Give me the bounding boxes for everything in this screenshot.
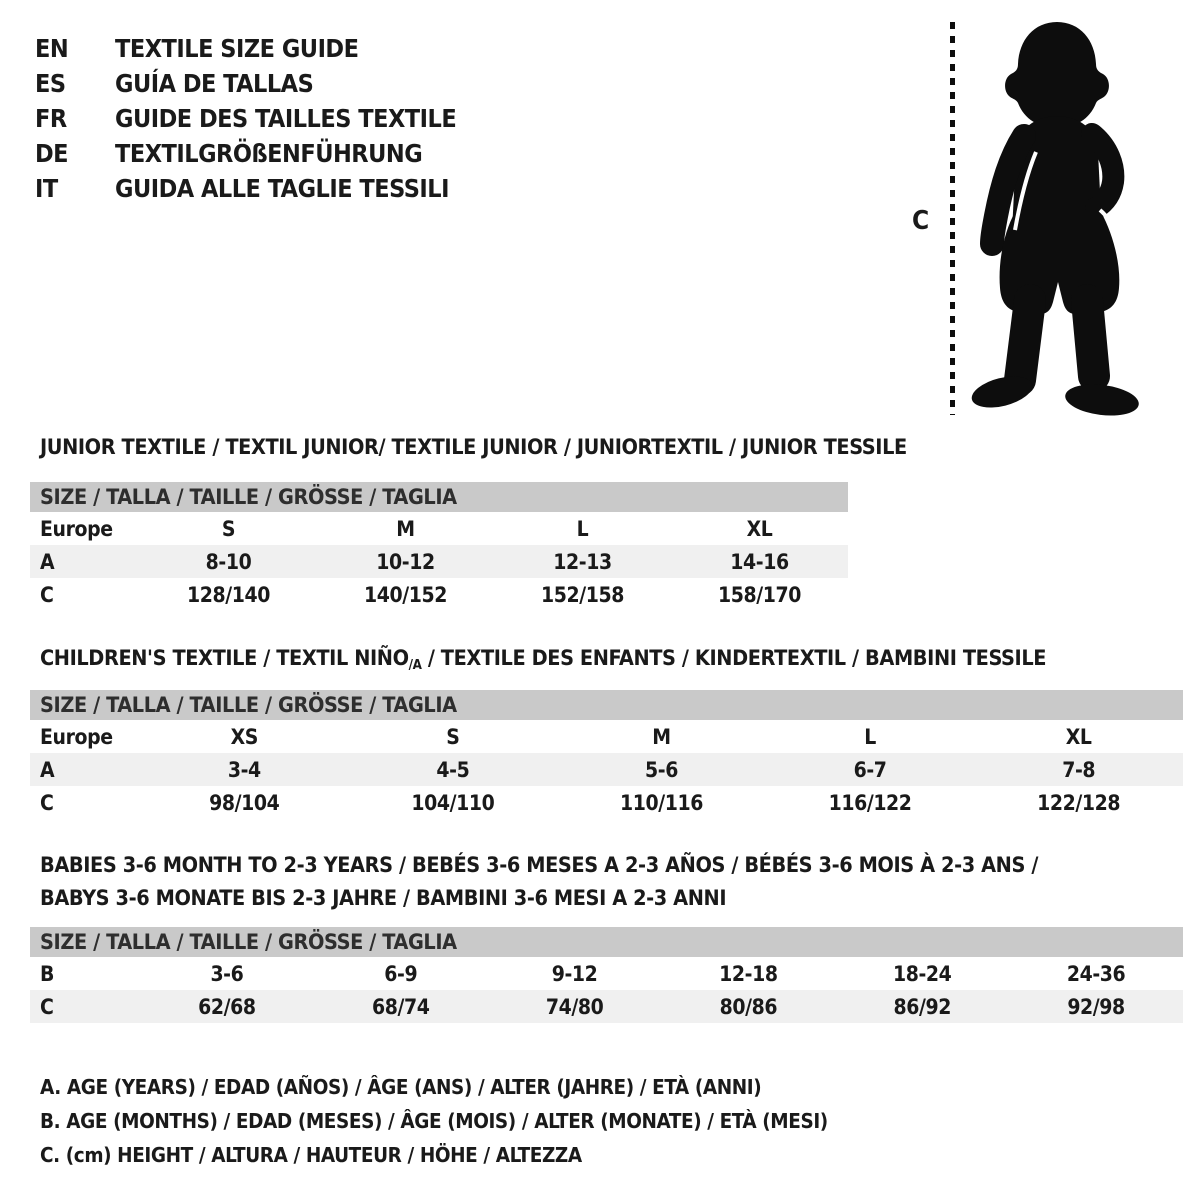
size-header-bar <box>30 690 1183 720</box>
language-code: FR <box>35 104 67 133</box>
row-cell: 62/68 <box>198 994 256 1019</box>
row-cell: XL <box>1065 724 1092 749</box>
size-table <box>30 482 848 611</box>
legend-line: B. AGE (MONTHS) / EDAD (MESES) / ÂGE (MOIS) / ALTER (MONATE) / ETÀ (MESI) <box>40 1109 828 1133</box>
language-code: ES <box>35 69 66 98</box>
row-cell: 6-7 <box>853 757 887 782</box>
row-cell: 140/152 <box>364 582 447 607</box>
size-header-label: SIZE / TALLA / TAILLE / GRÖSSE / TAGLIA <box>40 484 457 510</box>
language-code: EN <box>35 34 69 63</box>
row-cell: 74/80 <box>545 994 604 1019</box>
row-cell: 6-9 <box>384 961 418 986</box>
row-cell: 8-10 <box>205 549 252 574</box>
section-title <box>40 642 1046 678</box>
section-title-segment: BABIES 3-6 MONTH TO 2-3 YEARS / BEBÉS 3-6 MESES A 2-3 AÑOS / BÉBÉS 3-6 MOIS À 2-3 ANS / <box>40 853 1038 878</box>
figure-head <box>1005 22 1109 128</box>
section-title-segment: JUNIOR TEXTILE / TEXTIL JUNIOR/ TEXTILE JUNIOR / JUNIORTEXTIL / JUNIOR TESSILE <box>40 435 907 460</box>
figure-right-leg <box>1087 300 1094 376</box>
row-label: Europe <box>40 516 113 541</box>
table-row <box>30 957 1183 990</box>
row-cell: 128/140 <box>187 582 270 607</box>
figure-right-foot <box>1063 381 1140 418</box>
table-row <box>30 545 848 578</box>
legend <box>40 1070 828 1172</box>
row-cell: 4-5 <box>436 757 470 782</box>
table-row <box>30 720 1183 753</box>
language-code: IT <box>35 174 58 203</box>
size-header-bar <box>30 482 848 512</box>
row-cell: 5-6 <box>645 757 678 782</box>
size-header-label: SIZE / TALLA / TAILLE / GRÖSSE / TAGLIA <box>40 692 457 718</box>
row-cell: 122/128 <box>1037 790 1121 815</box>
row-cell: 104/110 <box>411 790 495 815</box>
row-label: C <box>40 582 54 607</box>
row-cell: S <box>221 516 236 541</box>
section-title <box>40 431 907 464</box>
row-cell: 110/116 <box>619 790 703 815</box>
row-cell: 152/158 <box>541 582 624 607</box>
language-code: DE <box>35 139 69 168</box>
row-cell: XL <box>746 516 773 541</box>
language-row <box>35 101 456 136</box>
row-cell: 80/86 <box>719 994 778 1019</box>
row-cell: 92/98 <box>1067 994 1125 1019</box>
row-cell: 98/104 <box>209 790 280 815</box>
table-row <box>30 512 848 545</box>
row-cell: 12-13 <box>553 549 612 574</box>
row-cell: 14-16 <box>730 549 789 574</box>
table-row <box>30 990 1183 1023</box>
toddler-silhouette-icon <box>960 20 1142 418</box>
row-cell: 18-24 <box>893 961 952 986</box>
table-row <box>30 786 1183 819</box>
legend-line: A. AGE (YEARS) / EDAD (AÑOS) / ÂGE (ANS) / ALTER (JAHRE) / ETÀ (ANNI) <box>40 1075 762 1099</box>
height-measure-dashed-line <box>950 22 955 415</box>
row-label: B <box>40 961 54 986</box>
section-title-segment: /A <box>408 657 422 673</box>
row-cell: 3-4 <box>227 757 261 782</box>
language-title: GUIDA ALLE TAGLIE TESSILI <box>115 174 449 203</box>
row-label: Europe <box>40 724 113 749</box>
figure-left-leg <box>1020 300 1030 380</box>
size-header-label: SIZE / TALLA / TAILLE / GRÖSSE / TAGLIA <box>40 929 457 955</box>
table-row <box>30 753 1183 786</box>
language-row <box>35 31 456 66</box>
size-header-bar <box>30 927 1183 957</box>
row-label: A <box>40 549 55 574</box>
language-title: GUÍA DE TALLAS <box>115 69 314 98</box>
row-label: A <box>40 757 55 782</box>
row-cell: 3-6 <box>210 961 244 986</box>
language-title: GUIDE DES TAILLES TEXTILE <box>115 104 457 133</box>
language-row <box>35 66 456 101</box>
section-title-segment: / TEXTILE DES ENFANTS / KINDERTEXTIL / BAMBINI TESSILE <box>421 646 1047 671</box>
row-cell: S <box>446 724 460 749</box>
language-row <box>35 136 456 171</box>
row-cell: M <box>652 724 671 749</box>
toddler-figure-group <box>900 0 1200 430</box>
row-label: C <box>40 994 54 1019</box>
row-cell: 24-36 <box>1066 961 1126 986</box>
row-cell: 86/92 <box>893 994 951 1019</box>
row-cell: 116/122 <box>828 790 912 815</box>
section-title-segment: CHILDREN'S TEXTILE / TEXTIL NIÑO <box>40 646 409 671</box>
figure-shapes <box>969 22 1141 418</box>
language-title-list <box>35 31 456 206</box>
row-cell: M <box>396 516 415 541</box>
section-title-segment: BABYS 3-6 MONATE BIS 2-3 JAHRE / BAMBINI 3-6 MESI A 2-3 ANNI <box>40 886 727 911</box>
language-title: TEXTILE SIZE GUIDE <box>115 34 359 63</box>
language-row <box>35 171 456 206</box>
row-cell: 158/170 <box>718 582 801 607</box>
row-cell: 9-12 <box>551 961 598 986</box>
size-table <box>30 690 1183 819</box>
row-cell: 12-18 <box>719 961 778 986</box>
height-measure-label: C <box>912 206 930 236</box>
language-title: TEXTILGRÖßENFÜHRUNG <box>115 139 423 168</box>
row-cell: 10-12 <box>376 549 435 574</box>
row-cell: XS <box>230 724 258 749</box>
row-cell: 68/74 <box>372 994 430 1019</box>
legend-line: C. (cm) HEIGHT / ALTURA / HAUTEUR / HÖHE / ALTEZZA <box>40 1143 582 1167</box>
row-cell: L <box>576 516 589 541</box>
section-title <box>40 849 1038 915</box>
row-cell: 7-8 <box>1062 757 1096 782</box>
size-table <box>30 927 1183 1023</box>
table-row <box>30 578 848 611</box>
row-cell: L <box>864 724 876 749</box>
row-label: C <box>40 790 54 815</box>
